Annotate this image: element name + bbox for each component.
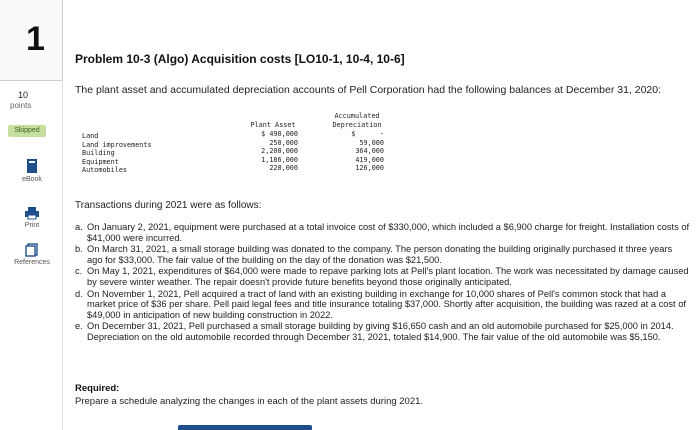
list-item [75, 321, 690, 342]
item-text: On November 1, 2021, Pell acquired a tract of land with an existing building in exchange for 10,000 shares of Pell's common stock that had a market price of $36 per share. Pell paid legal fees and title insurance totaling $37,000. Shortly after acquisition, the building was razed at a cost of $49,000 in anticipation of new building construction in 2022. [87, 288, 686, 320]
depreciation-value: $ - [351, 130, 384, 138]
ebook-label: eBook [22, 176, 42, 183]
print-button[interactable] [4, 206, 60, 229]
item-text: On May 1, 2021, expenditures of $64,000 were made to repave parking lots at Pell's plant location. The work was necessitated by damage caused by severe winter weather. The repair doesn't provide future benefits beyond those originally anticipated. [87, 266, 689, 287]
asset-value: 250,000 [269, 138, 298, 147]
asset-value: $ 490,000 [261, 130, 298, 138]
asset-value: 1,186,000 [261, 155, 298, 164]
print-label: Print [24, 222, 40, 229]
item-letter: e. [75, 321, 83, 332]
points-value: 10 [18, 90, 29, 100]
problem-title: Problem 10-3 (Algo) Acquisition costs [LO10-1, 10-4, 10-6] [75, 52, 405, 66]
item-letter: c. [75, 266, 83, 277]
row-label: Land improvements [82, 140, 152, 149]
item-text: On January 2, 2021, equipment were purchased at a total invoice cost of $330,000, which included a $6,900 charge for freight. Installation costs of $41,000 were incurred. [87, 222, 690, 243]
answer-tab-strip[interactable] [178, 425, 312, 430]
depreciation-value: 364,000 [355, 147, 384, 155]
row-label: Land [82, 132, 99, 140]
list-item [75, 266, 690, 287]
depreciation-value: 419,000 [355, 155, 384, 164]
depreciation-value: 126,000 [355, 164, 384, 172]
question-number-box [0, 0, 63, 81]
item-text: On December 31, 2021, Pell purchased a small storage building by giving $16,650 cash and an old automobile purchased for $25,000 in 2014. Depreciation on the old automobile recorded through December 31, 2021, totaled $14,900. The fair value of the old automobile was $5,150. [87, 321, 674, 342]
book-icon [25, 158, 39, 174]
depreciation-values [320, 130, 384, 173]
status-badge: Skipped [8, 125, 46, 137]
balance-table [76, 108, 384, 182]
item-text: On March 31, 2021, a small storage building was donated to the company. The person donating the building originally purchased it three years ago for $33,000. The fair value of the building on the day of the donation was $21,500. [87, 244, 673, 265]
printer-icon [24, 206, 40, 220]
references-label: References [14, 259, 50, 266]
row-labels [82, 132, 152, 175]
row-label: Automobiles [82, 166, 128, 174]
problem-intro: The plant asset and accumulated depreciation accounts of Pell Corporation had the following balances at December 31, 2020: [75, 84, 662, 96]
item-letter: d. [75, 288, 83, 299]
depreciation-header-line1: Accumulated [334, 112, 380, 120]
required-title: Required: [75, 383, 120, 394]
list-item [75, 244, 690, 265]
row-label: Building [82, 149, 115, 157]
asset-value: 220,000 [269, 164, 298, 172]
transactions-list [75, 222, 690, 344]
depreciation-value: 59,000 [359, 138, 384, 147]
item-letter: b. [75, 244, 83, 255]
list-item [75, 222, 690, 243]
row-label: Equipment [82, 157, 119, 166]
required-text: Prepare a schedule analyzing the changes in each of the plant assets during 2021. [75, 396, 424, 407]
asset-header: Plant Asset [250, 121, 296, 129]
transactions-intro: Transactions during 2021 were as follows: [75, 200, 262, 211]
list-item [75, 289, 690, 321]
depreciation-header-line2: Depreciation [332, 121, 382, 129]
asset-values [236, 130, 298, 173]
points-label: points [10, 101, 32, 110]
ebook-button[interactable] [4, 158, 60, 183]
references-button[interactable] [4, 243, 60, 266]
asset-value: 2,200,000 [261, 147, 298, 155]
item-letter: a. [75, 222, 83, 232]
question-number: 1 [26, 20, 45, 58]
references-icon [25, 243, 39, 257]
